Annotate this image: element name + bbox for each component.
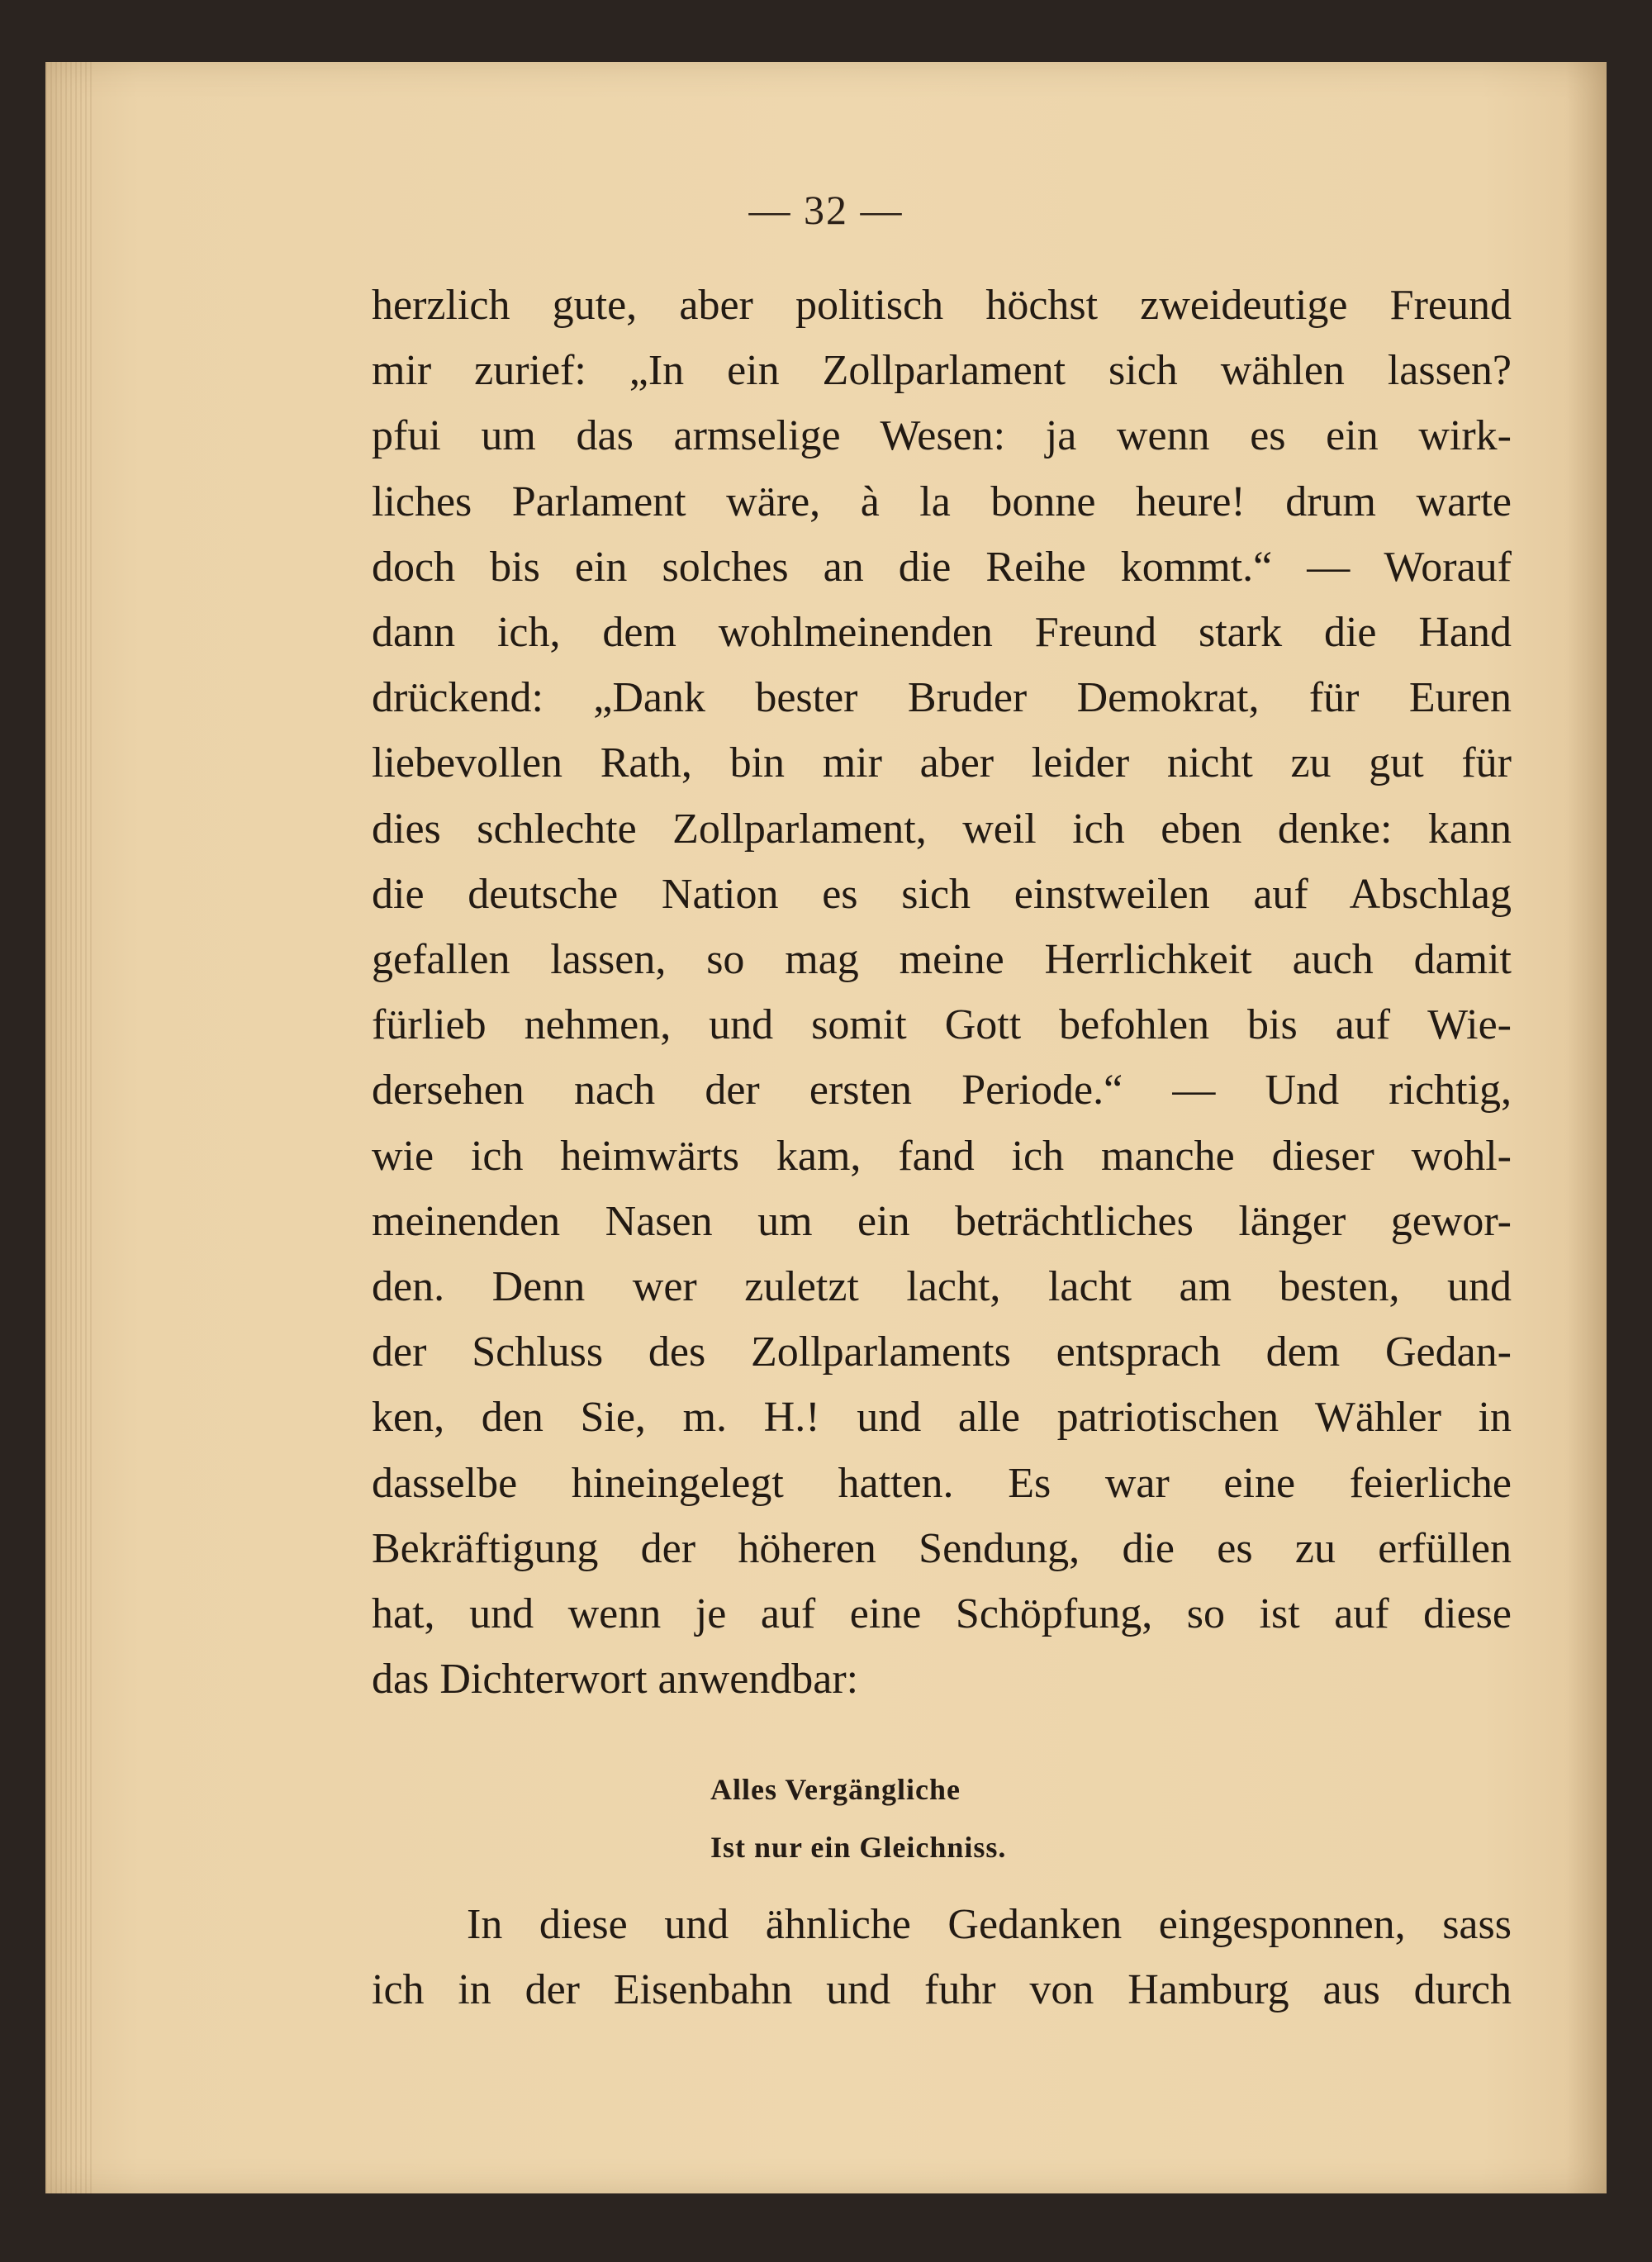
text-line: fürlieb nehmen, und somit Gott befohlen bis auf Wie-: [372, 1001, 1512, 1049]
text-line: hat, und wenn je auf eine Schöpfung, so ist auf diese: [372, 1590, 1512, 1638]
paragraph-2: [372, 1892, 1512, 2022]
book-page: [45, 62, 1607, 2193]
text-line: doch bis ein solches an die Reihe kommt.“ — Worauf: [372, 543, 1512, 591]
text-line: ken, den Sie, m. H.! und alle patriotischen Wähler in: [372, 1394, 1512, 1442]
text-line: drückend: „Dank bester Bruder Demokrat, für Euren: [372, 674, 1512, 722]
text-line: wie ich heimwärts kam, fand ich manche dieser wohl-: [372, 1132, 1512, 1180]
text-line: liebevollen Rath, bin mir aber leider nicht zu gut für: [372, 739, 1512, 787]
text-line: In diese und ähnliche Gedanken eingesponnen, sass: [467, 1901, 1512, 1948]
text-line: meinenden Nasen um ein beträchtliches länger gewor-: [372, 1197, 1512, 1245]
text-line: den. Denn wer zuletzt lacht, lacht am besten, und: [372, 1263, 1512, 1311]
text-line: der Schluss des Zollparlaments entsprach dem Gedan-: [372, 1328, 1512, 1376]
text-line: gefallen lassen, so mag meine Herrlichkeit auch damit: [372, 936, 1512, 984]
paragraph-1: [372, 273, 1512, 1712]
page-gutter-shadow: [1565, 62, 1607, 2193]
text-line: das Dichterwort anwendbar:: [372, 1656, 859, 1704]
text-line: dann ich, dem wohlmeinenden Freund stark die Hand: [372, 609, 1512, 657]
page-number: — 32 —: [748, 187, 904, 233]
text-line: mir zurief: „In ein Zollparlament sich wählen lassen?: [372, 347, 1512, 395]
text-line: liches Parlament wäre, à la bonne heure! drum warte: [372, 478, 1512, 525]
verse-line-1: Alles Vergängliche: [710, 1773, 961, 1806]
text-line: herzlich gute, aber politisch höchst zweideutige Freund: [372, 282, 1512, 329]
text-line: dasselbe hineingelegt hatten. Es war eine feierliche: [372, 1459, 1512, 1507]
text-line: Bekräftigung der höheren Sendung, die es zu erfüllen: [372, 1524, 1512, 1572]
text-line: dersehen nach der ersten Periode.“ — Und richtig,: [372, 1067, 1512, 1114]
text-line: ich in der Eisenbahn und fuhr von Hamburg aus durch: [372, 1966, 1512, 2014]
text-line: pfui um das armselige Wesen: ja wenn es ein wirk-: [372, 412, 1512, 460]
verse-line-2: Ist nur ein Gleichniss.: [710, 1831, 1007, 1864]
page-stack-edge-left: [45, 62, 95, 2193]
text-line: dies schlechte Zollparlament, weil ich eben denke: kann: [372, 805, 1512, 853]
text-line: die deutsche Nation es sich einstweilen auf Abschlag: [372, 870, 1512, 918]
